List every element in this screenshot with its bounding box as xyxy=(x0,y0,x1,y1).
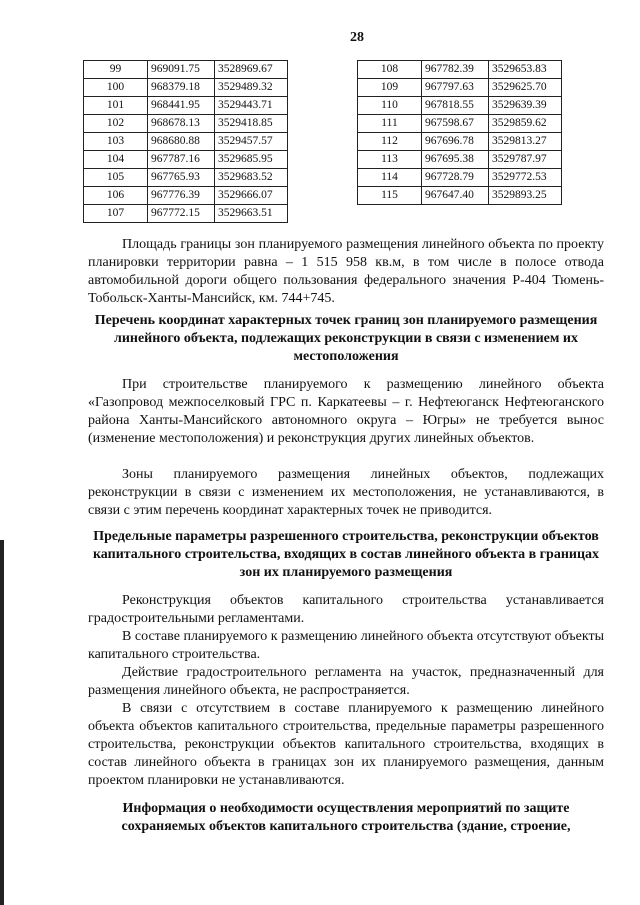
y-coordinate-cell: 3529683.52 xyxy=(215,169,288,187)
y-coordinate-cell: 3529685.95 xyxy=(215,151,288,169)
point-number-cell: 109 xyxy=(358,79,422,97)
table-row xyxy=(358,97,562,115)
point-number-cell: 114 xyxy=(358,169,422,187)
paragraph-zones: Зоны планируемого размещения линейных объектов, подлежащих реконструкции в связи с изменением их местоположения, не устанавливаются, в связи с этим перечень координат характерных точек не приводится. xyxy=(88,467,604,518)
y-coordinate-cell: 3529625.70 xyxy=(489,79,562,97)
table-row xyxy=(84,79,288,97)
x-coordinate-cell: 967647.40 xyxy=(422,187,489,205)
point-number-cell: 111 xyxy=(358,115,422,133)
table-row xyxy=(84,151,288,169)
point-number-cell: 110 xyxy=(358,97,422,115)
point-number-cell: 102 xyxy=(84,115,148,133)
y-coordinate-cell: 3529666.07 xyxy=(215,187,288,205)
x-coordinate-cell: 967818.55 xyxy=(422,97,489,115)
point-number-cell: 103 xyxy=(84,133,148,151)
y-coordinate-cell: 3529653.83 xyxy=(489,61,562,79)
table-row xyxy=(84,205,288,223)
heading-protection-measures: Информация о необходимости осуществления мероприятий по защите сохраняемых объектов капитального строительства (здание, строение, xyxy=(121,801,571,834)
point-number-cell: 113 xyxy=(358,151,422,169)
y-coordinate-cell: 3529663.51 xyxy=(215,205,288,223)
x-coordinate-cell: 967797.63 xyxy=(422,79,489,97)
heading-limit-parameters: Предельные параметры разрешенного строительства, реконструкции объектов капитального строительства, входящих в состав линейного объекта в границах зон их планируемого размещения xyxy=(92,529,600,580)
y-coordinate-cell: 3529443.71 xyxy=(215,97,288,115)
y-coordinate-cell: 3529457.57 xyxy=(215,133,288,151)
table-row xyxy=(358,115,562,133)
point-number-cell: 106 xyxy=(84,187,148,205)
x-coordinate-cell: 967772.15 xyxy=(148,205,215,223)
coordinates-table-right xyxy=(357,60,562,205)
y-coordinate-cell: 3529893.25 xyxy=(489,187,562,205)
point-number-cell: 112 xyxy=(358,133,422,151)
table-row xyxy=(358,169,562,187)
paragraph-construction: При строительстве планируемого к размещению линейного объекта «Газопровод межпоселковый ГРС п. Каркатеевы – г. Нефтеюганск Нефтеюганского района Ханты-Мансийского автономного округа – Югры» не требуется вынос (изменение местоположения) и реконструкция других линейных объектов. xyxy=(88,377,604,446)
table-row xyxy=(358,151,562,169)
table-row xyxy=(84,61,288,79)
x-coordinate-cell: 967776.39 xyxy=(148,187,215,205)
x-coordinate-cell: 967695.38 xyxy=(422,151,489,169)
table-row xyxy=(358,187,562,205)
x-coordinate-cell: 967728.79 xyxy=(422,169,489,187)
table-row xyxy=(358,61,562,79)
paragraph-reconstruction-regulations: Реконструкция объектов капитального строительства устанавливается градостроительными регламентами. xyxy=(88,593,604,626)
y-coordinate-cell: 3529859.62 xyxy=(489,115,562,133)
table-row xyxy=(84,169,288,187)
table-row xyxy=(84,187,288,205)
heading-coordinates-reconstruction: Перечень координат характерных точек границ зон планируемого размещения линейного объекта, подлежащих реконструкции в связи с изменением их местоположения xyxy=(94,313,598,364)
y-coordinate-cell: 3529813.27 xyxy=(489,133,562,151)
x-coordinate-cell: 967598.67 xyxy=(422,115,489,133)
table-row xyxy=(358,79,562,97)
paragraph-parameters-not-set: В связи с отсутствием в составе планируемого к размещению линейного объекта объектов капитального строительства, предельные параметры разрешенного строительства, реконструкции объектов капитального строительства, входящих в состав линейного объекта в границах зон их планируемого размещения, данным проектом планировки не устанавливаются. xyxy=(88,701,604,788)
x-coordinate-cell: 968680.88 xyxy=(148,133,215,151)
table-row xyxy=(84,97,288,115)
point-number-cell: 115 xyxy=(358,187,422,205)
x-coordinate-cell: 968379.18 xyxy=(148,79,215,97)
x-coordinate-cell: 967782.39 xyxy=(422,61,489,79)
y-coordinate-cell: 3529418.85 xyxy=(215,115,288,133)
point-number-cell: 105 xyxy=(84,169,148,187)
area-paragraph: Площадь границы зон планируемого размещения линейного объекта по проекту планировки территории равна – 1 515 958 кв.м, в том числе в полосе отвода автомобильной дороги общего пользования федерального значения Р-404 Тюмень-Тобольск-Ханты-Мансийск, км. 744+745. xyxy=(88,237,604,306)
y-coordinate-cell: 3529639.39 xyxy=(489,97,562,115)
x-coordinate-cell: 967787.16 xyxy=(148,151,215,169)
x-coordinate-cell: 967696.78 xyxy=(422,133,489,151)
point-number-cell: 104 xyxy=(84,151,148,169)
point-number-cell: 101 xyxy=(84,97,148,115)
paragraph-regulation-not-applied: Действие градостроительного регламента на участок, предназначенный для размещения линейного объекта, не распространяется. xyxy=(88,665,604,698)
x-coordinate-cell: 968678.13 xyxy=(148,115,215,133)
paragraph-no-capital-objects: В составе планируемого к размещению линейного объекта отсутствуют объекты капитального строительства. xyxy=(88,629,604,662)
x-coordinate-cell: 967765.93 xyxy=(148,169,215,187)
x-coordinate-cell: 968441.95 xyxy=(148,97,215,115)
page-number: 28 xyxy=(350,30,364,45)
y-coordinate-cell: 3528969.67 xyxy=(215,61,288,79)
y-coordinate-cell: 3529489.32 xyxy=(215,79,288,97)
y-coordinate-cell: 3529787.97 xyxy=(489,151,562,169)
scan-edge-bar xyxy=(0,540,4,905)
x-coordinate-cell: 969091.75 xyxy=(148,61,215,79)
point-number-cell: 100 xyxy=(84,79,148,97)
coordinates-table-left xyxy=(83,60,288,223)
y-coordinate-cell: 3529772.53 xyxy=(489,169,562,187)
point-number-cell: 99 xyxy=(84,61,148,79)
table-row xyxy=(84,115,288,133)
table-row xyxy=(84,133,288,151)
point-number-cell: 108 xyxy=(358,61,422,79)
point-number-cell: 107 xyxy=(84,205,148,223)
table-row xyxy=(358,133,562,151)
